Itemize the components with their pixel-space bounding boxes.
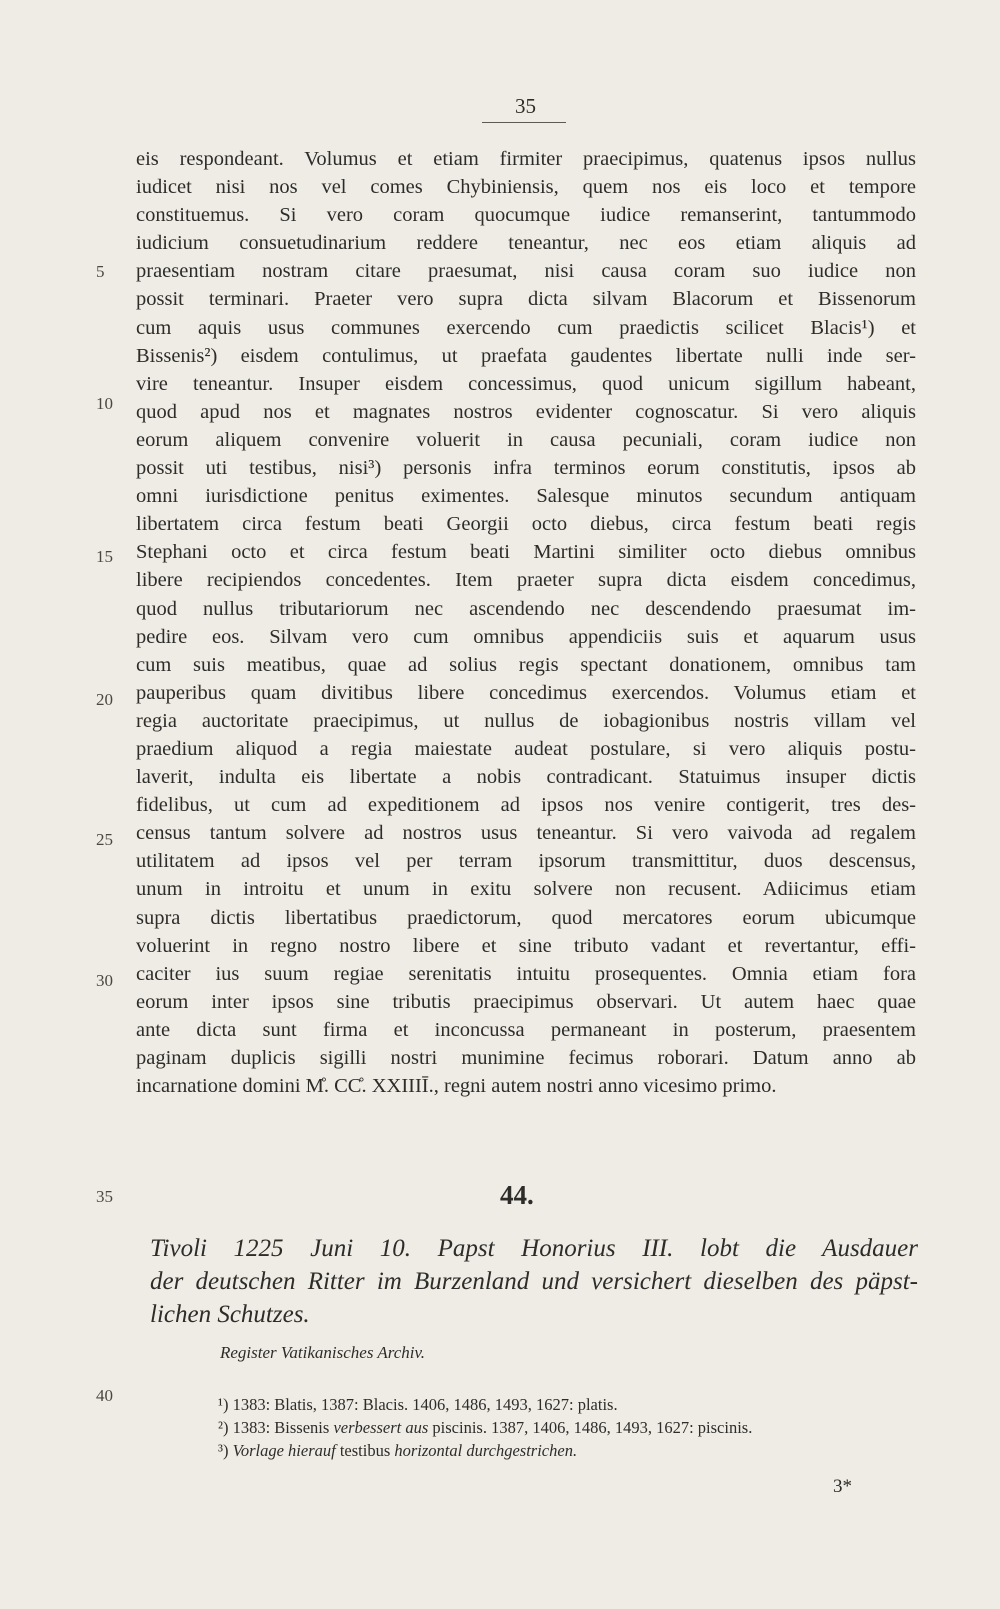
document-heading — [150, 1232, 918, 1331]
text-line: incarnatione domini M̊. CC̊. XXIIIĪ., regni autem nostri anno vicesimo primo. — [136, 1075, 777, 1098]
text-line: census tantum solvere ad nostros usus teneantur. Si vero vaivoda ad regalem — [136, 822, 916, 845]
footnote-italic: horizontal durchgestrichen. — [394, 1441, 578, 1460]
line-number: 35 — [96, 1187, 113, 1206]
footnote-italic: verbessert aus — [333, 1418, 429, 1437]
page-number: 35 — [515, 94, 536, 118]
text-line: cum suis meatibus, quae ad solius regis spectant donationem, omnibus tam — [136, 653, 916, 676]
text-line: praesentiam nostram citare praesumat, nisi causa coram suo iudice non — [136, 260, 916, 283]
text-line: fidelibus, ut cum ad expeditionem ad ipsos nos venire contigerit, tres des- — [136, 794, 916, 817]
text-line: quod nullus tributariorum nec ascendendo nec descendendo praesumat im- — [136, 597, 916, 620]
document-number: 44. — [500, 1180, 534, 1210]
text-line: laverit, indulta eis libertate a nobis contradicant. Statuimus insuper dictis — [136, 766, 916, 789]
footnote-text: 1383: Bissenis — [232, 1418, 330, 1437]
heading-line: lichen Schutzes. — [150, 1301, 310, 1328]
text-line: paginam duplicis sigilli nostri munimine fecimus roborari. Datum anno ab — [136, 1047, 916, 1069]
text-line: iudicium consuetudinarium reddere teneantur, nec eos etiam aliquis ad — [136, 232, 916, 255]
footnote-1 — [218, 1393, 918, 1416]
text-line: libere recipiendos concedentes. Item praeter supra dicta eisdem concedimus, — [136, 569, 916, 592]
source-citation: Register Vatikanisches Archiv. — [220, 1343, 426, 1362]
text-line: unum in introitu et unum in exitu solvere non recusent. Adiicimus etiam — [136, 878, 916, 901]
text-line: vire teneantur. Insuper eisdem concessimus, quod unicum sigillum habeant, — [136, 372, 916, 395]
footnote-italic: Vorlage hierauf — [232, 1441, 336, 1460]
line-number: 15 — [96, 547, 113, 566]
line-number: 20 — [96, 690, 113, 709]
footnote-text: piscinis. 1387, 1406, 1486, 1493, 1627: piscinis. — [432, 1418, 753, 1437]
text-line: omni iurisdictione penitus eximentes. Salesque minutos secundum antiquam — [136, 485, 916, 508]
text-line: voluerint in regno nostro libere et sine tributo vadant et revertantur, effi- — [136, 934, 916, 957]
text-line: ante dicta sunt firma et inconcussa permaneant in posterum, praesentem — [136, 1018, 916, 1041]
footnote-text: 1383: Blatis, 1387: Blacis. 1406, 1486, 1493, 1627: platis. — [232, 1395, 618, 1414]
text-line: praedium aliquod a regia maiestate audeat postulare, si vero aliquis postu- — [136, 737, 916, 760]
text-line: Bissenis²) eisdem contulimus, ut praefata gaudentes libertate nulli inde ser- — [136, 344, 916, 367]
text-line: eorum aliquem convenire voluerit in causa pecuniali, coram iudice non — [136, 428, 916, 451]
text-line: pedire eos. Silvam vero cum omnibus appendiciis suis et aquarum usus — [136, 625, 916, 648]
text-line: quod apud nos et magnates nostros evidenter cognoscatur. Si vero aliquis — [136, 400, 916, 423]
line-number: 30 — [96, 971, 113, 990]
line-number: 25 — [96, 830, 113, 849]
text-line: supra dictis libertatibus praedictorum, quod mercatores eorum ubicumque — [136, 906, 916, 929]
text-line: regia auctoritate praecipimus, ut nullus de iobagionibus nostris villam vel — [136, 709, 916, 732]
heading-line: der deutschen Ritter im Burzenland und versichert dieselben des päpst- — [150, 1268, 918, 1295]
text-line: utilitatem ad ipsos vel per terram ipsorum transmittitur, duos descensus, — [136, 850, 916, 873]
text-line: Stephani octo et circa festum beati Martini similiter octo diebus omnibus — [136, 541, 916, 564]
heading-line: Tivoli 1225 Juni 10. Papst Honorius III. lobt die Ausdauer — [150, 1235, 918, 1262]
footnote-3 — [218, 1439, 918, 1462]
footnote-text: testibus — [339, 1441, 391, 1460]
text-line: iudicet nisi nos vel comes Chybiniensis, quem nos eis loco et tempore — [136, 176, 916, 199]
text-line: cum aquis usus communes exercendo cum praedictis scilicet Blacis¹) et — [136, 316, 916, 339]
text-line: constituemus. Si vero coram quocumque iudice remanserint, tantummodo — [136, 204, 916, 227]
text-line: eorum inter ipsos sine tributis praecipimus observari. Ut autem haec quae — [136, 990, 916, 1013]
line-number: 10 — [96, 394, 113, 413]
line-number: 5 — [96, 262, 105, 281]
footnote-mark: ³) — [218, 1441, 229, 1460]
signature-mark: 3* — [833, 1476, 852, 1497]
line-number: 40 — [96, 1386, 113, 1405]
text-line: eis respondeant. Volumus et etiam firmiter praecipimus, quatenus ipsos nullus — [136, 148, 916, 170]
text-line: possit terminari. Praeter vero supra dicta silvam Blacorum et Bissenorum — [136, 288, 916, 311]
footnotes — [218, 1393, 918, 1462]
text-line: pauperibus quam divitibus libere concedimus exercendos. Volumus etiam et — [136, 681, 916, 704]
text-line: libertatem circa festum beati Georgii octo diebus, circa festum beati regis — [136, 513, 916, 536]
header-rule — [482, 122, 566, 123]
footnote-mark: ¹) — [218, 1395, 229, 1414]
footnote-2 — [218, 1416, 918, 1439]
footnote-mark: ²) — [218, 1418, 229, 1437]
text-line: caciter ius suum regiae serenitatis intuitu prosequentes. Omnia etiam fora — [136, 962, 916, 985]
text-line: possit uti testibus, nisi³) personis infra terminos eorum constitutis, ipsos ab — [136, 457, 916, 480]
charter-text — [136, 145, 916, 1100]
